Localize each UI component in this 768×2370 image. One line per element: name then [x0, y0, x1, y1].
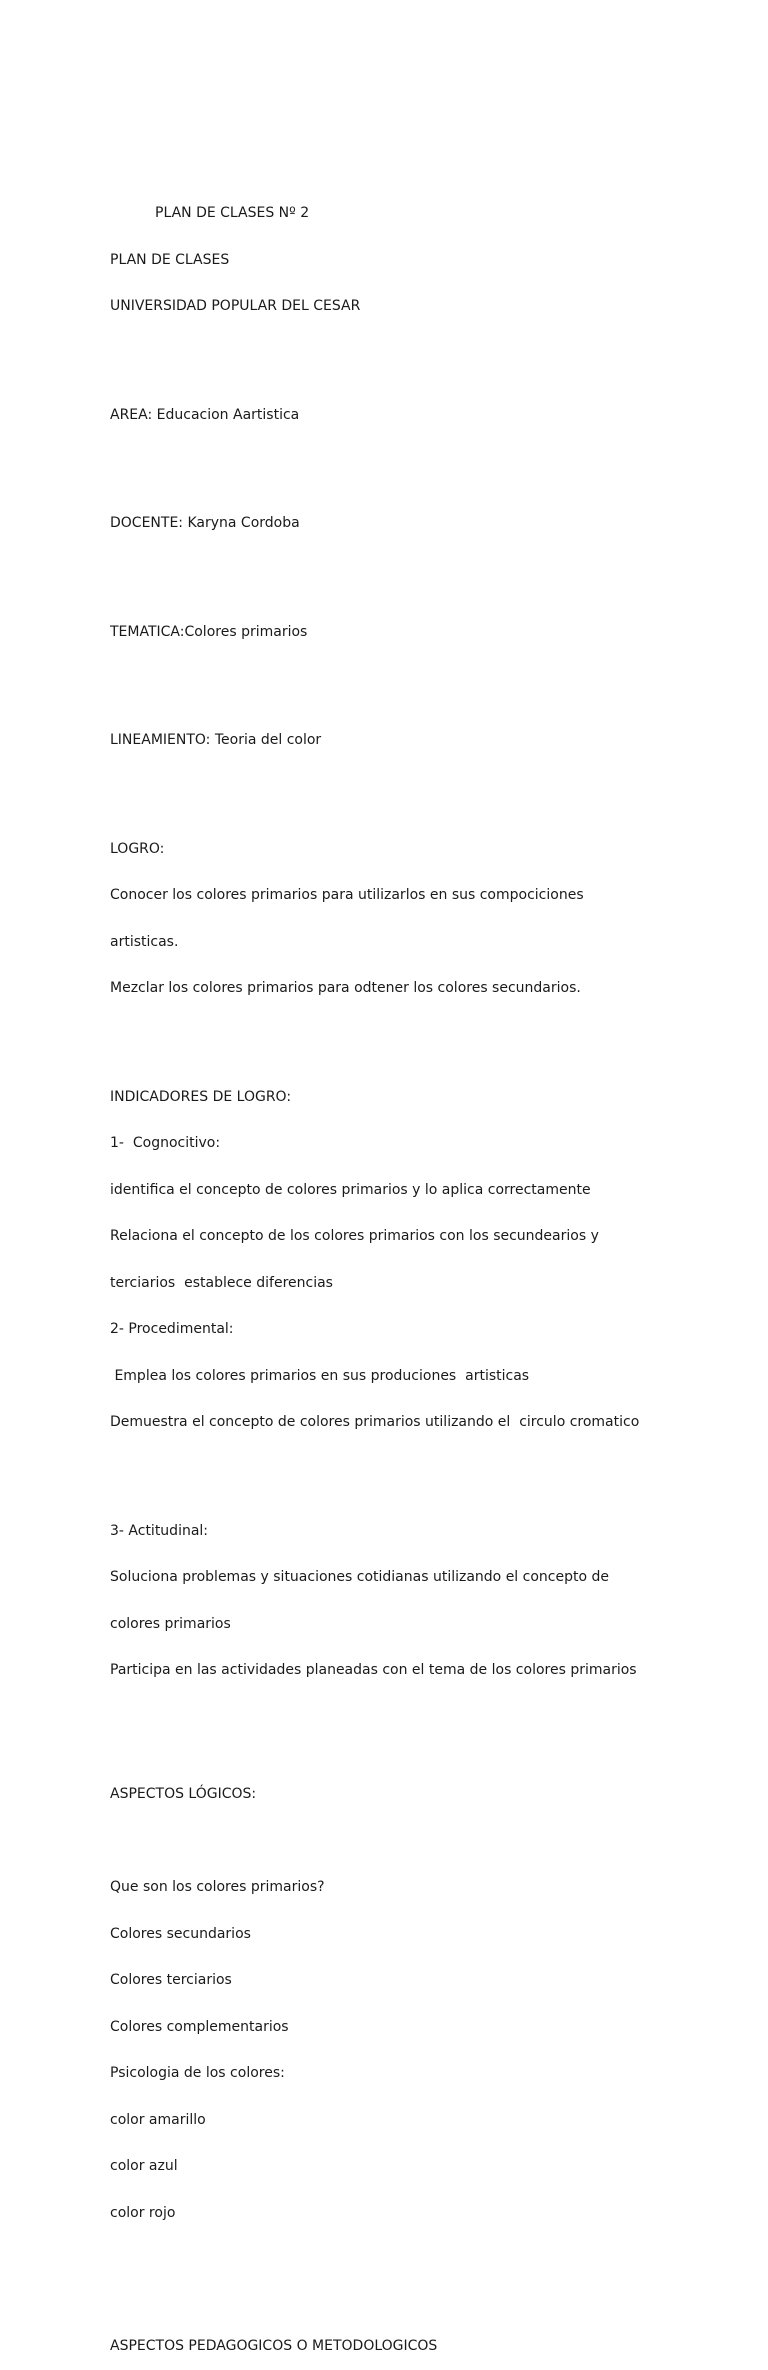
spacer	[110, 454, 730, 470]
aspectos-pedagogicos-heading: ASPECTOS PEDAGOGICOS O METODOLOGICOS	[110, 2337, 438, 2354]
aspectos-logicos-item: Colores terciarios	[110, 1972, 232, 1988]
cognitivo-heading: 1- Cognocitivo:	[110, 1135, 221, 1151]
spacer	[110, 1834, 730, 1850]
aspectos-logicos-item: color azul	[110, 2158, 178, 2174]
aspectos-logicos-item: Colores secundarios	[110, 1925, 251, 1942]
aspectos-logicos-item: Que son los colores primarios?	[110, 1879, 325, 1895]
spacer	[110, 1028, 730, 1044]
cognitivo-item: terciarios establece diferencias	[110, 1274, 333, 1291]
aspectos-logicos-item: Colores complementarios	[110, 2018, 289, 2035]
lineamiento-line: LINEAMIENTO: Teoria del color	[110, 732, 322, 748]
logro-heading: LOGRO:	[110, 840, 165, 857]
document-page	[110, 175, 730, 2370]
aspectos-logicos-item: color amarillo	[110, 2111, 206, 2128]
institution-name: UNIVERSIDAD POPULAR DEL CESAR	[110, 298, 361, 314]
logro-text-line: Conocer los colores primarios para utilizarlos en sus compociciones	[110, 887, 584, 903]
actitudinal-item: Participa en las actividades planeadas con el tema de los colores primarios	[110, 1662, 637, 1678]
actitudinal-heading: 3- Actitudinal:	[110, 1522, 209, 1539]
document-subtitle: PLAN DE CLASES	[110, 251, 230, 268]
spacer	[110, 2252, 730, 2292]
cognitivo-item: identifica el concepto de colores primarios y lo aplica correctamente	[110, 1181, 591, 1198]
spacer	[110, 1710, 730, 1741]
procedimental-heading: 2- Procedimental:	[110, 1321, 234, 1337]
cognitivo-item: Relaciona el concepto de los colores primarios con los secundearios y	[110, 1228, 599, 1244]
aspectos-logicos-heading: ASPECTOS LÓGICOS:	[110, 1786, 257, 1802]
area-line: AREA: Educacion Aartistica	[110, 406, 300, 423]
spacer	[110, 780, 730, 796]
procedimental-item: Emplea los colores primarios en sus produciones artisticas	[110, 1367, 530, 1384]
docente-line: DOCENTE: Karyna Cordoba	[110, 515, 300, 531]
actitudinal-item: colores primarios	[110, 1615, 231, 1632]
logro-text-line: Mezclar los colores primarios para odtener los colores secundarios.	[110, 980, 581, 996]
tematica-line: TEMATICA:Colores primarios	[110, 623, 308, 640]
aspectos-logicos-item: Psicologia de los colores:	[110, 2065, 285, 2081]
procedimental-item: Demuestra el concepto de colores primarios utilizando el circulo cromatico	[110, 1414, 640, 1430]
indicadores-heading: INDICADORES DE LOGRO:	[110, 1088, 292, 1105]
document-title: PLAN DE CLASES Nº 2	[155, 205, 310, 221]
spacer	[110, 346, 730, 362]
spacer	[110, 563, 730, 579]
actitudinal-item: Soluciona problemas y situaciones cotidianas utilizando el concepto de	[110, 1569, 609, 1585]
logro-text-line: artisticas.	[110, 933, 179, 950]
aspectos-logicos-item: color rojo	[110, 2204, 176, 2221]
spacer	[110, 1462, 730, 1478]
spacer	[110, 671, 730, 687]
